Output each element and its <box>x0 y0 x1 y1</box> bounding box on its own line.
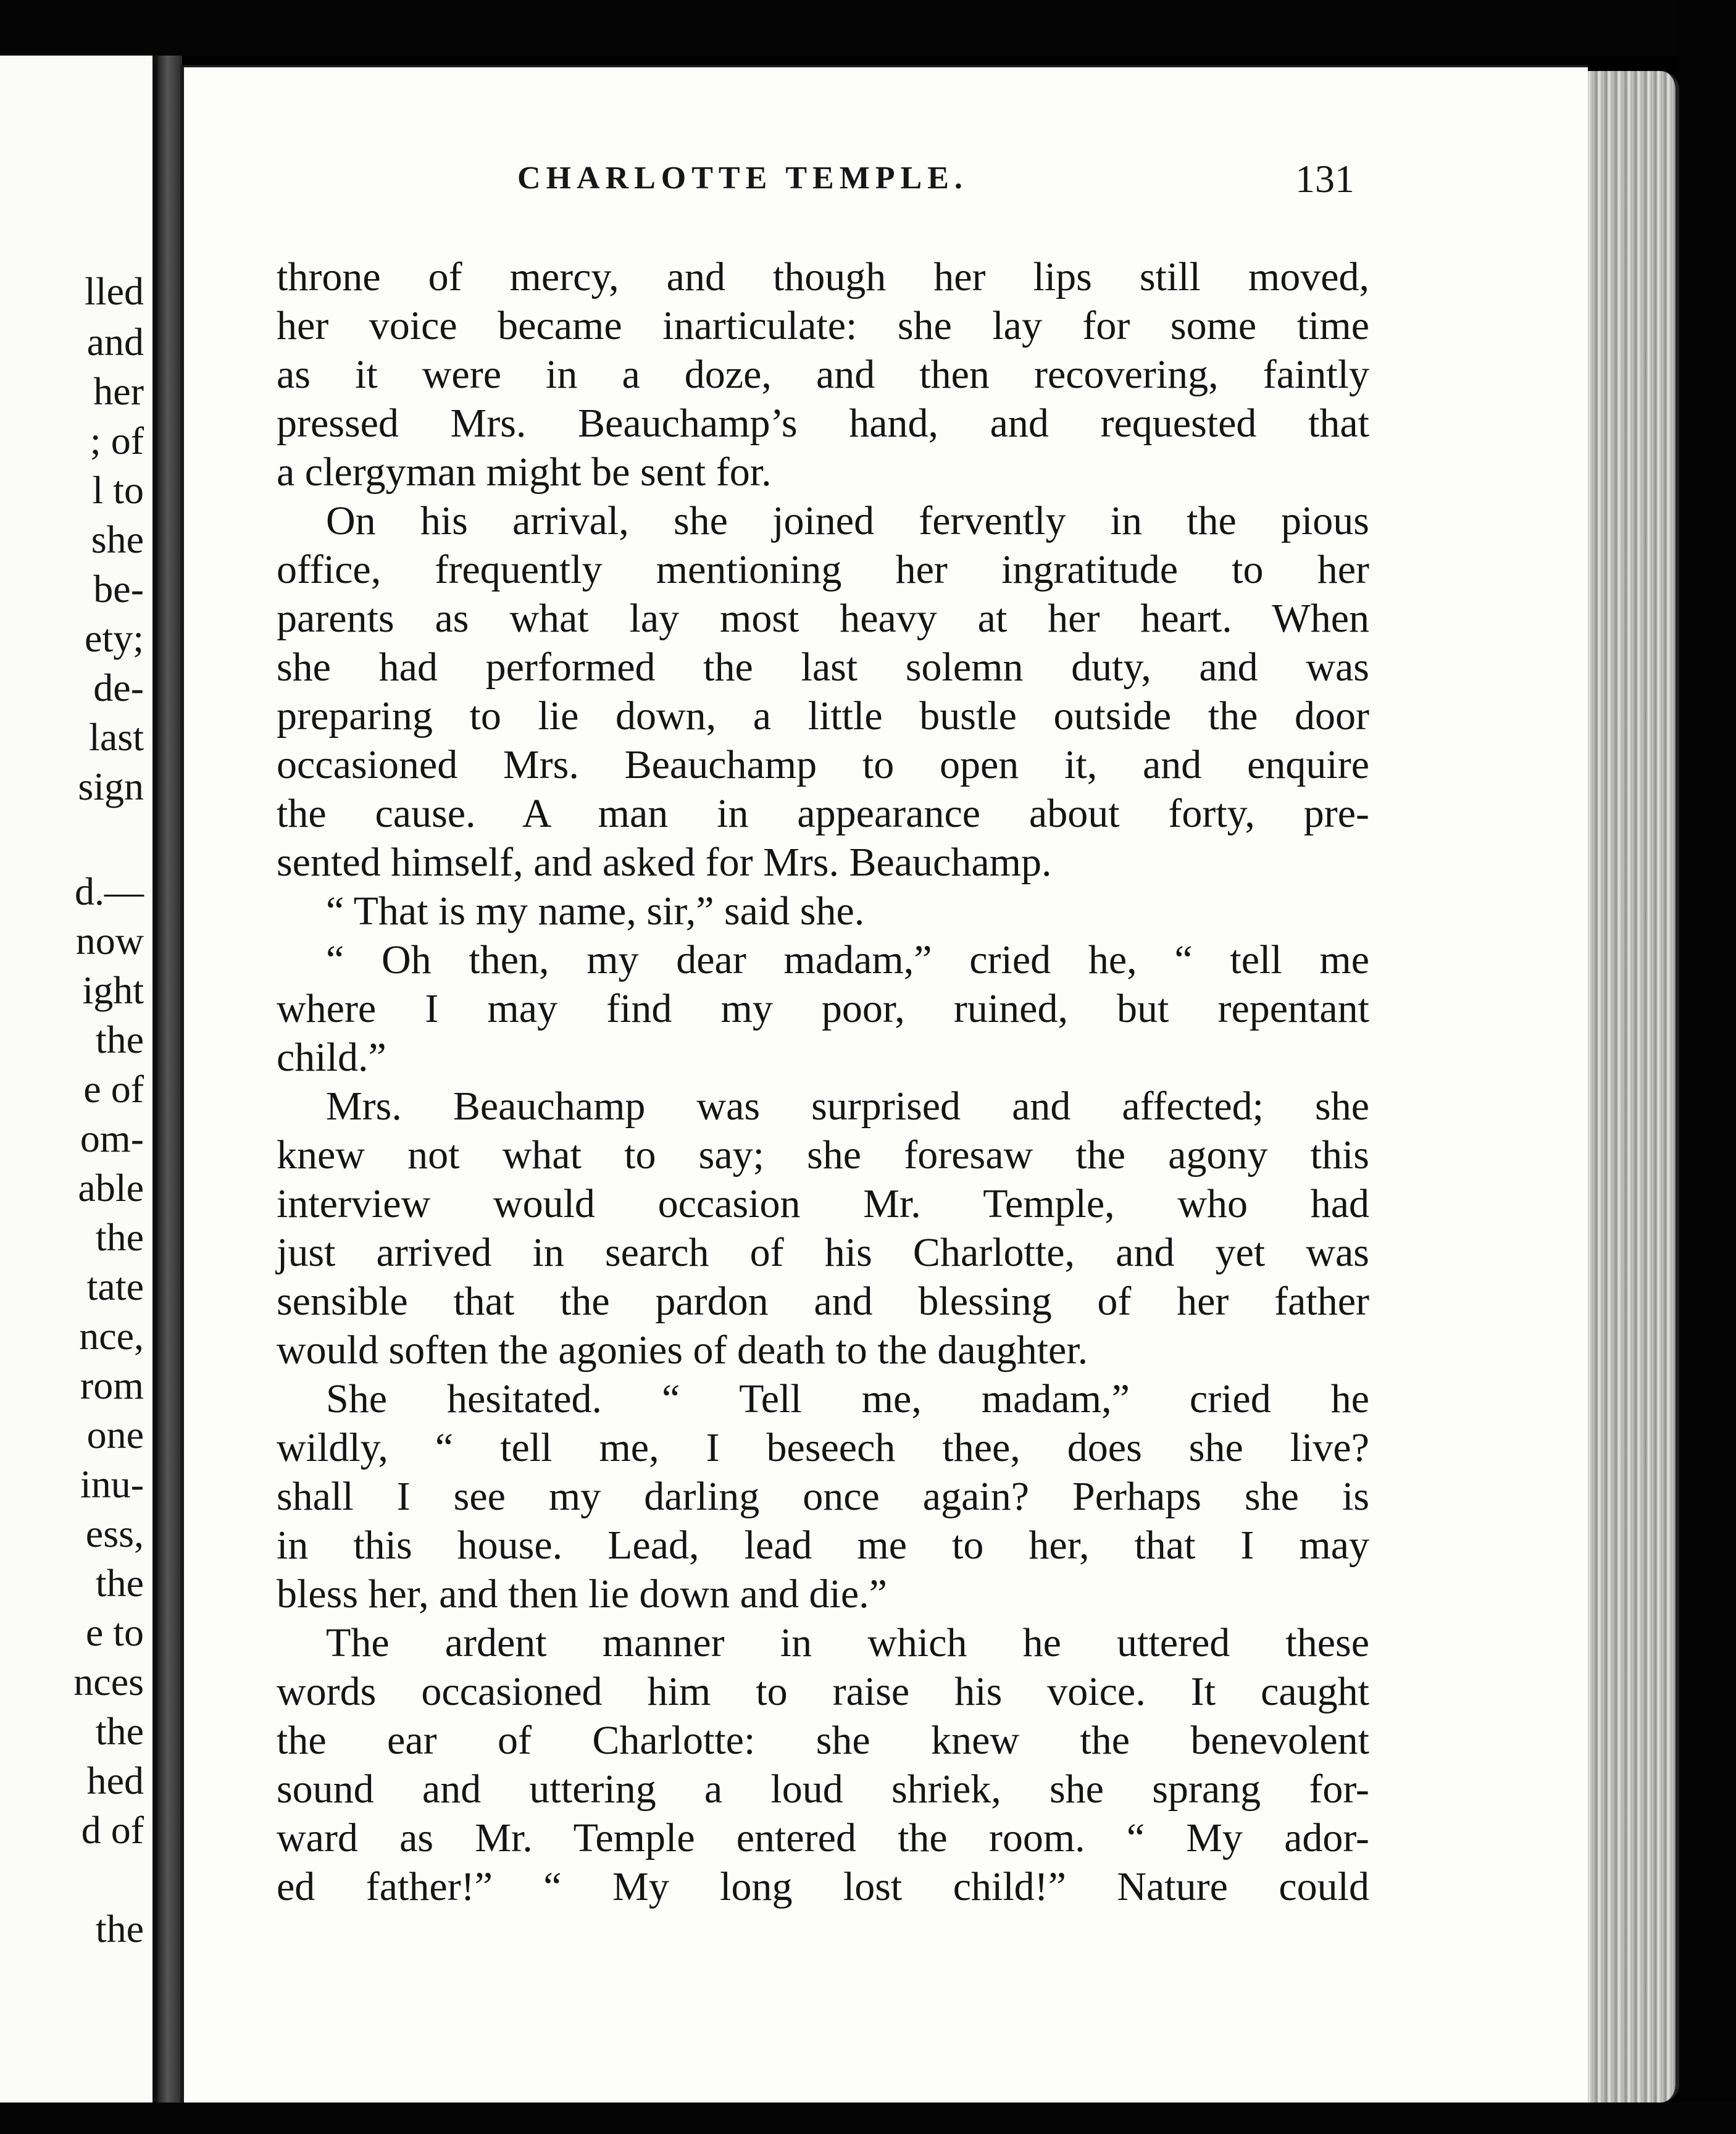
text-line: parents as what lay most heavy at her heart. When <box>277 596 1369 641</box>
left-fragment: tate <box>86 1265 144 1308</box>
text-line: preparing to lie down, a little bustle outside the door <box>277 693 1369 739</box>
left-fragment: ight <box>82 968 144 1012</box>
left-fragment: the <box>95 1709 144 1753</box>
text-line: pressed Mrs. Beauchamp’s hand, and requested that <box>277 401 1369 446</box>
left-fragment: ety; <box>85 616 144 660</box>
text-line: shall I see my darling once again? Perhaps she is <box>277 1474 1369 1519</box>
text-line: occasioned Mrs. Beauchamp to open it, and enquire <box>277 742 1369 787</box>
text-line: words occasioned him to raise his voice. It caught <box>277 1669 1369 1714</box>
text-line: knew not what to say; she foresaw the agony this <box>277 1132 1369 1178</box>
text-line: would soften the agonies of death to the daughter. <box>277 1328 1088 1373</box>
left-fragment: lled <box>85 269 144 313</box>
text-line: child.” <box>277 1035 386 1080</box>
text-line: as it were in a doze, and then recovering, faintly <box>277 352 1369 397</box>
text-line: sensible that the pardon and blessing of her father <box>277 1279 1369 1324</box>
left-fragment: rom <box>80 1363 144 1407</box>
left-fragment: the <box>95 1018 144 1061</box>
text-line: the ear of Charlotte: she knew the benevolent <box>277 1718 1369 1763</box>
text-line: office, frequently mentioning her ingratitude to her <box>277 547 1369 592</box>
text-line: ed father!” “ My long lost child!” Nature could <box>277 1864 1369 1909</box>
left-fragment: the <box>95 1215 144 1259</box>
left-fragment: the <box>95 1907 144 1951</box>
book-page <box>180 65 1588 2103</box>
page-number: 131 <box>1295 157 1354 201</box>
text-line: sented himself, and asked for Mrs. Beauchamp. <box>277 840 1052 885</box>
body-text <box>277 253 1369 1911</box>
left-fragment: de- <box>93 666 144 709</box>
page-header <box>184 157 1588 209</box>
facing-page-left <box>0 56 157 2134</box>
text-line: throne of mercy, and though her lips still moved, <box>277 254 1369 299</box>
text-line: “ That is my name, sir,” said she. <box>326 889 865 934</box>
text-line: interview would occasion Mr. Temple, who had <box>277 1181 1369 1226</box>
left-fragment: the <box>95 1561 144 1605</box>
left-fragment: her <box>93 369 144 413</box>
text-line: where I may find my poor, ruined, but repentant <box>277 986 1369 1031</box>
left-fragment: d of <box>81 1808 144 1852</box>
scan-top-border <box>0 0 1736 56</box>
left-fragment: l to <box>92 468 144 512</box>
text-line: just arrived in search of his Charlotte, and yet was <box>277 1230 1369 1275</box>
left-fragment: e of <box>83 1067 144 1111</box>
left-fragment: she <box>91 517 144 561</box>
left-fragment: hed <box>86 1759 144 1802</box>
page-edge-stack <box>1580 71 1679 2103</box>
text-line: She hesitated. “ Tell me, madam,” cried he <box>326 1376 1369 1421</box>
left-fragment: be- <box>93 567 144 611</box>
left-fragment: last <box>89 715 144 759</box>
book-gutter <box>157 56 182 2134</box>
left-fragment: d.— <box>75 869 144 913</box>
left-fragment: one <box>86 1413 144 1457</box>
left-fragment: ess, <box>85 1512 144 1555</box>
text-line: in this house. Lead, lead me to her, that I may <box>277 1523 1369 1568</box>
text-line: The ardent manner in which he uttered these <box>326 1620 1369 1665</box>
left-fragment: e to <box>85 1610 144 1654</box>
left-fragment: nces <box>73 1660 144 1704</box>
left-fragment: and <box>86 320 144 364</box>
text-line: the cause. A man in appearance about forty, pre- <box>277 791 1369 836</box>
left-fragment: ; of <box>90 419 144 462</box>
text-line: bless her, and then lie down and die.” <box>277 1571 887 1617</box>
left-fragment: inu- <box>80 1462 144 1506</box>
scan-right-border <box>1679 0 1736 2134</box>
left-fragment: now <box>75 919 144 963</box>
text-line: ward as Mr. Temple entered the room. “ My ador- <box>277 1815 1369 1860</box>
text-line: sound and uttering a loud shriek, she sprang for- <box>277 1767 1369 1812</box>
text-line: her voice became inarticulate: she lay for some time <box>277 303 1369 348</box>
text-line: “ Oh then, my dear madam,” cried he, “ tell me <box>326 937 1369 982</box>
scan-bottom-border <box>0 2103 1736 2134</box>
left-fragment: om- <box>80 1116 144 1160</box>
left-fragment: nce, <box>79 1314 144 1358</box>
text-line: Mrs. Beauchamp was surprised and affected; she <box>326 1084 1369 1129</box>
text-line: wildly, “ tell me, I beseech thee, does she live? <box>277 1425 1369 1470</box>
text-line: a clergyman might be sent for. <box>277 450 772 495</box>
text-line: On his arrival, she joined fervently in the pious <box>326 498 1369 543</box>
text-line: she had performed the last solemn duty, and was <box>277 645 1369 690</box>
running-title: CHARLOTTE TEMPLE. <box>517 161 968 196</box>
left-fragment: sign <box>78 764 144 808</box>
left-fragment: able <box>78 1166 144 1210</box>
